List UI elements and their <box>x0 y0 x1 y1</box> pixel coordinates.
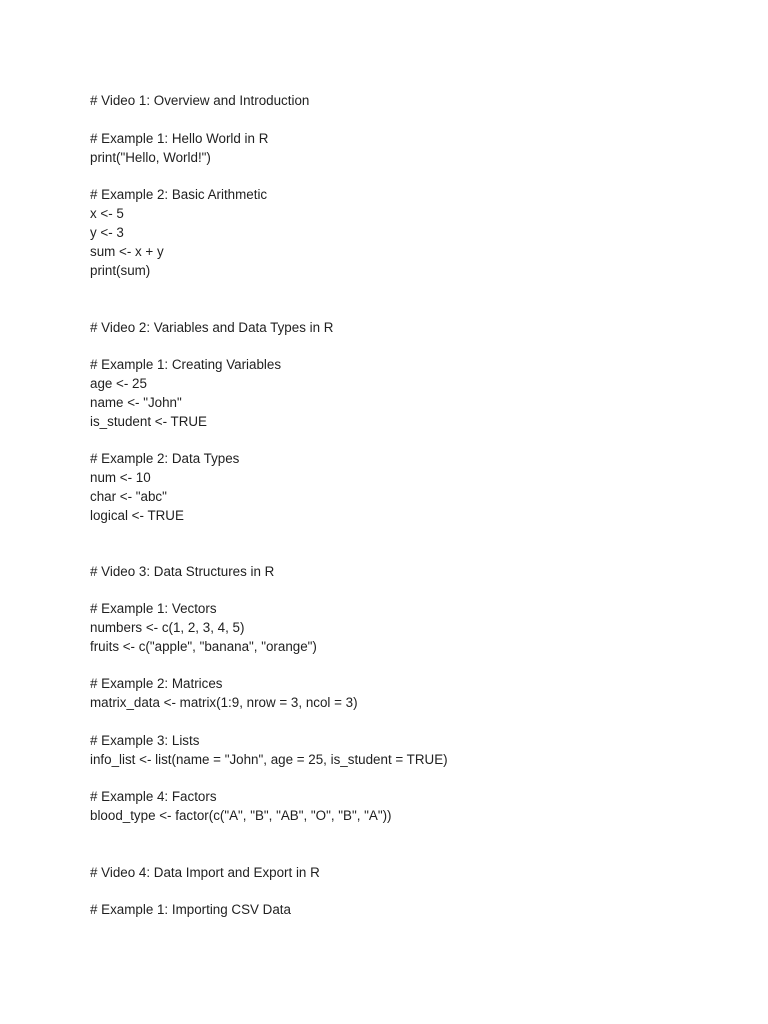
code-line: numbers <- c(1, 2, 3, 4, 5) <box>90 620 245 635</box>
example-title: # Example 1: Importing CSV Data <box>90 902 291 917</box>
code-line: fruits <- c("apple", "banana", "orange") <box>90 639 317 654</box>
example-title: # Example 4: Factors <box>90 789 217 804</box>
code-line: age <- 25 <box>90 376 147 391</box>
example-title: # Example 2: Matrices <box>90 676 223 691</box>
example-title: # Example 1: Hello World in R <box>90 131 269 146</box>
code-line: matrix_data <- matrix(1:9, nrow = 3, ncol = 3) <box>90 695 358 710</box>
code-line: is_student <- TRUE <box>90 414 207 429</box>
code-line: sum <- x + y <box>90 244 164 259</box>
video-heading: # Video 1: Overview and Introduction <box>90 93 310 108</box>
code-line: print(sum) <box>90 263 151 278</box>
example-title: # Example 1: Vectors <box>90 601 217 616</box>
code-line: logical <- TRUE <box>90 508 184 523</box>
code-line: y <- 3 <box>90 225 124 240</box>
code-line: info_list <- list(name = "John", age = 25, is_student = TRUE) <box>90 752 448 767</box>
example-title: # Example 2: Basic Arithmetic <box>90 187 268 202</box>
code-line: num <- 10 <box>90 470 151 485</box>
code-line: name <- "John" <box>90 395 182 410</box>
code-line: char <- "abc" <box>90 489 167 504</box>
example-title: # Example 2: Data Types <box>90 451 240 466</box>
example-title: # Example 1: Creating Variables <box>90 357 282 372</box>
code-line: print("Hello, World!") <box>90 150 211 165</box>
video-heading: # Video 3: Data Structures in R <box>90 564 275 579</box>
code-line: blood_type <- factor(c("A", "B", "AB", "O", "B", "A")) <box>90 808 392 823</box>
video-heading: # Video 4: Data Import and Export in R <box>90 865 320 880</box>
code-line: x <- 5 <box>90 206 124 221</box>
example-title: # Example 3: Lists <box>90 733 200 748</box>
video-heading: # Video 2: Variables and Data Types in R <box>90 320 334 335</box>
